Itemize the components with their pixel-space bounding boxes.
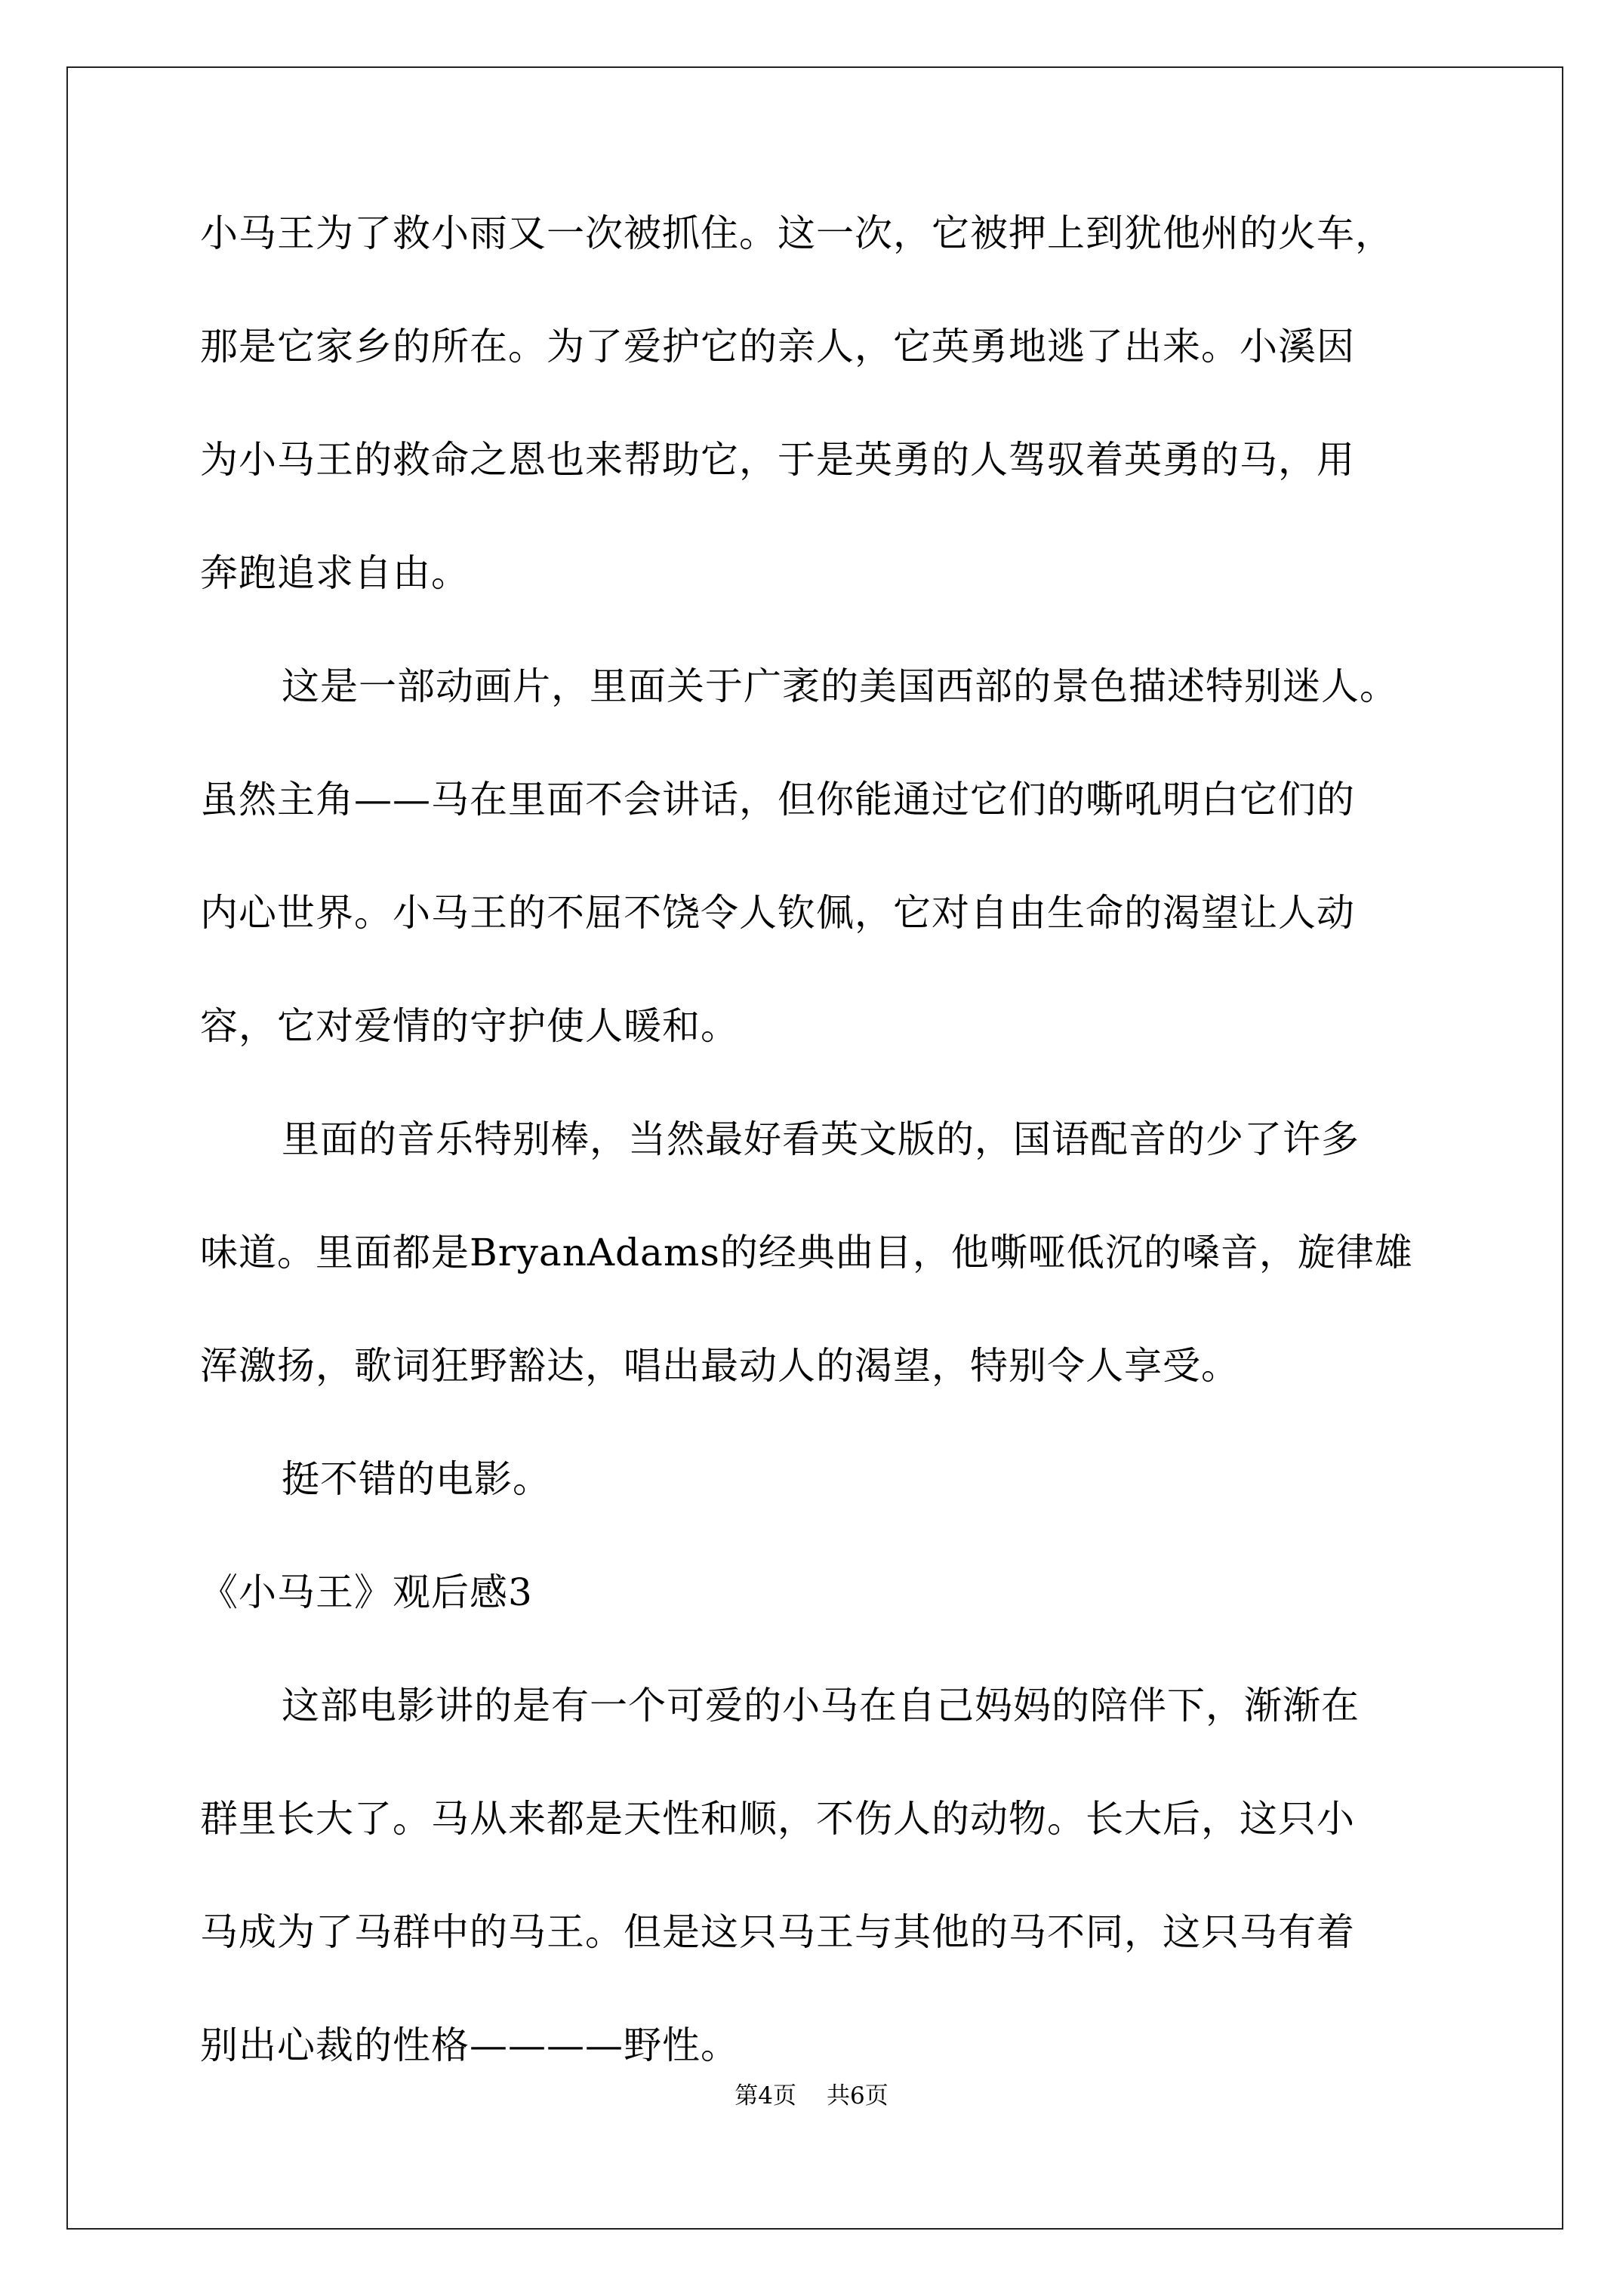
page-number: 第4页 (735, 2082, 796, 2110)
text-line: 浑激扬，歌词狂野豁达，唱出最动人的渴望，特别令人享受。 (200, 1344, 1240, 1388)
text-line: 别出心裁的性格————野性。 (200, 2023, 739, 2067)
text-line: 虽然主角——马在里面不会讲话，但你能通过它们的嘶吼明白它们的 (200, 778, 1355, 821)
page-footer (0, 2076, 1623, 2110)
text-line: 马成为了马群中的马王。但是这只马王与其他的马不同，这只马有着 (200, 1910, 1355, 1954)
document-body (200, 211, 1453, 2137)
text-line: 这是一部动画片，里面关于广袤的美国西部的景色描述特别迷人。 (282, 664, 1398, 708)
text-line: 为小马王的救命之恩也来帮助它，于是英勇的人驾驭着英勇的马，用 (200, 438, 1355, 482)
text-line: 挺不错的电影。 (282, 1457, 551, 1501)
text-line: 容，它对爱情的守护使人暖和。 (200, 1004, 739, 1048)
text-line: 里面的音乐特别棒，当然最好看英文版的，国语配音的少了许多 (282, 1117, 1360, 1161)
text-line: 那是它家乡的所在。为了爱护它的亲人，它英勇地逃了出来。小溪因 (200, 325, 1355, 368)
text-line: 这部电影讲的是有一个可爱的小马在自己妈妈的陪伴下，渐渐在 (282, 1684, 1360, 1727)
page-total: 共6页 (827, 2082, 888, 2110)
section-heading: 《小马王》观后感3 (200, 1570, 533, 1614)
text-line: 群里长大了。马从来都是天性和顺，不伤人的动物。长大后，这只小 (200, 1797, 1355, 1841)
text-line: 小马王为了救小雨又一次被抓住。这一次，它被押上到犹他州的火车， (200, 211, 1394, 255)
text-line: 味道。里面都是BryanAdams的经典曲目，他嘶哑低沉的嗓音，旋律雄 (200, 1231, 1413, 1274)
text-line: 内心世界。小马王的不屈不饶令人钦佩，它对自由生命的渴望让人动 (200, 891, 1355, 935)
text-line: 奔跑追求自由。 (200, 551, 470, 595)
